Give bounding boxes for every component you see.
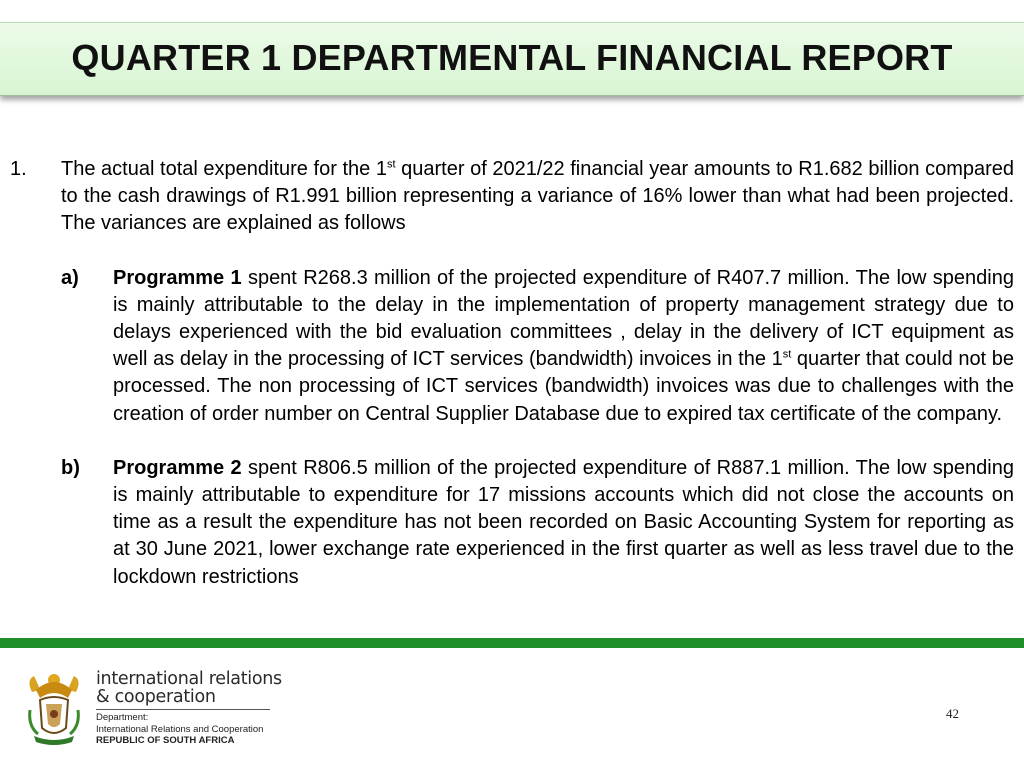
point-1	[10, 156, 1014, 238]
country-name: REPUBLIC OF SOUTH AFRICA	[96, 735, 235, 746]
brand-line-1: international relations	[96, 669, 282, 689]
point-1-text	[61, 156, 1014, 238]
logo-divider	[96, 709, 270, 710]
page-number: 42	[946, 706, 959, 721]
coat-of-arms-icon	[24, 670, 84, 750]
sub-point-b	[61, 455, 1014, 591]
footer-divider-bar	[0, 638, 1024, 648]
slide-content	[10, 156, 1014, 591]
department-label: Department:	[96, 712, 149, 723]
point-1-number: 1.	[10, 158, 27, 180]
sub-point-b-text	[113, 455, 1014, 591]
sub-point-a-text	[113, 265, 1014, 428]
department-name: International Relations and Cooperation	[96, 723, 264, 735]
superscript: st	[782, 348, 792, 361]
sub-point-a-text-part: spent R268.3 million of the projected expenditure of R407.7 million. The low spending is mainly attributable to the delay in the implementation of property management strategy due to delays experienced with the bid evaluation committees , delay in the delivery of ICT equipment as well as delay in the processing of ICT services (bandwidth) invoices in the 1	[113, 266, 1014, 371]
department-logo	[24, 669, 282, 750]
sub-point-a	[61, 265, 1014, 428]
sub-point-a-label: a)	[61, 266, 79, 289]
sub-point-b-text-part: spent R806.5 million of the projected expenditure of R887.1 million. The low spending is mainly attributable to expenditure for 17 missions accounts which did not close the accounts on time as a result the expenditure has not been recorded on Basic Accounting System for reporting as at 30 June 2021, lower exchange rate experienced in the first quarter as well as less travel due to the lockdown restrictions	[113, 456, 1014, 588]
sub-point-a-text-part: quarter that could not be processed. The non processing of ICT services (bandwidth) invoices was due to challenges with the creation of order number on Central Supplier Database due to expired tax certificate of the company.	[113, 348, 1014, 425]
programme-1-label: Programme 1	[113, 266, 242, 289]
superscript: st	[386, 158, 396, 171]
sub-point-b-label: b)	[61, 456, 80, 479]
slide-title: QUARTER 1 DEPARTMENTAL FINANCIAL REPORT	[71, 37, 953, 78]
department-text	[96, 712, 263, 747]
point-1-text-part: The actual total expenditure for the 1	[61, 158, 387, 180]
point-1-text-part: quarter of 2021/22 financial year amounts to R1.682 billion compared to the cash drawings of R1.991 billion representing a variance of 16% lower than what had been projected. The variances are explained as follows	[61, 158, 1015, 235]
programme-2-label: Programme 2	[113, 456, 242, 479]
brand-line-2: & cooperation	[96, 687, 216, 707]
